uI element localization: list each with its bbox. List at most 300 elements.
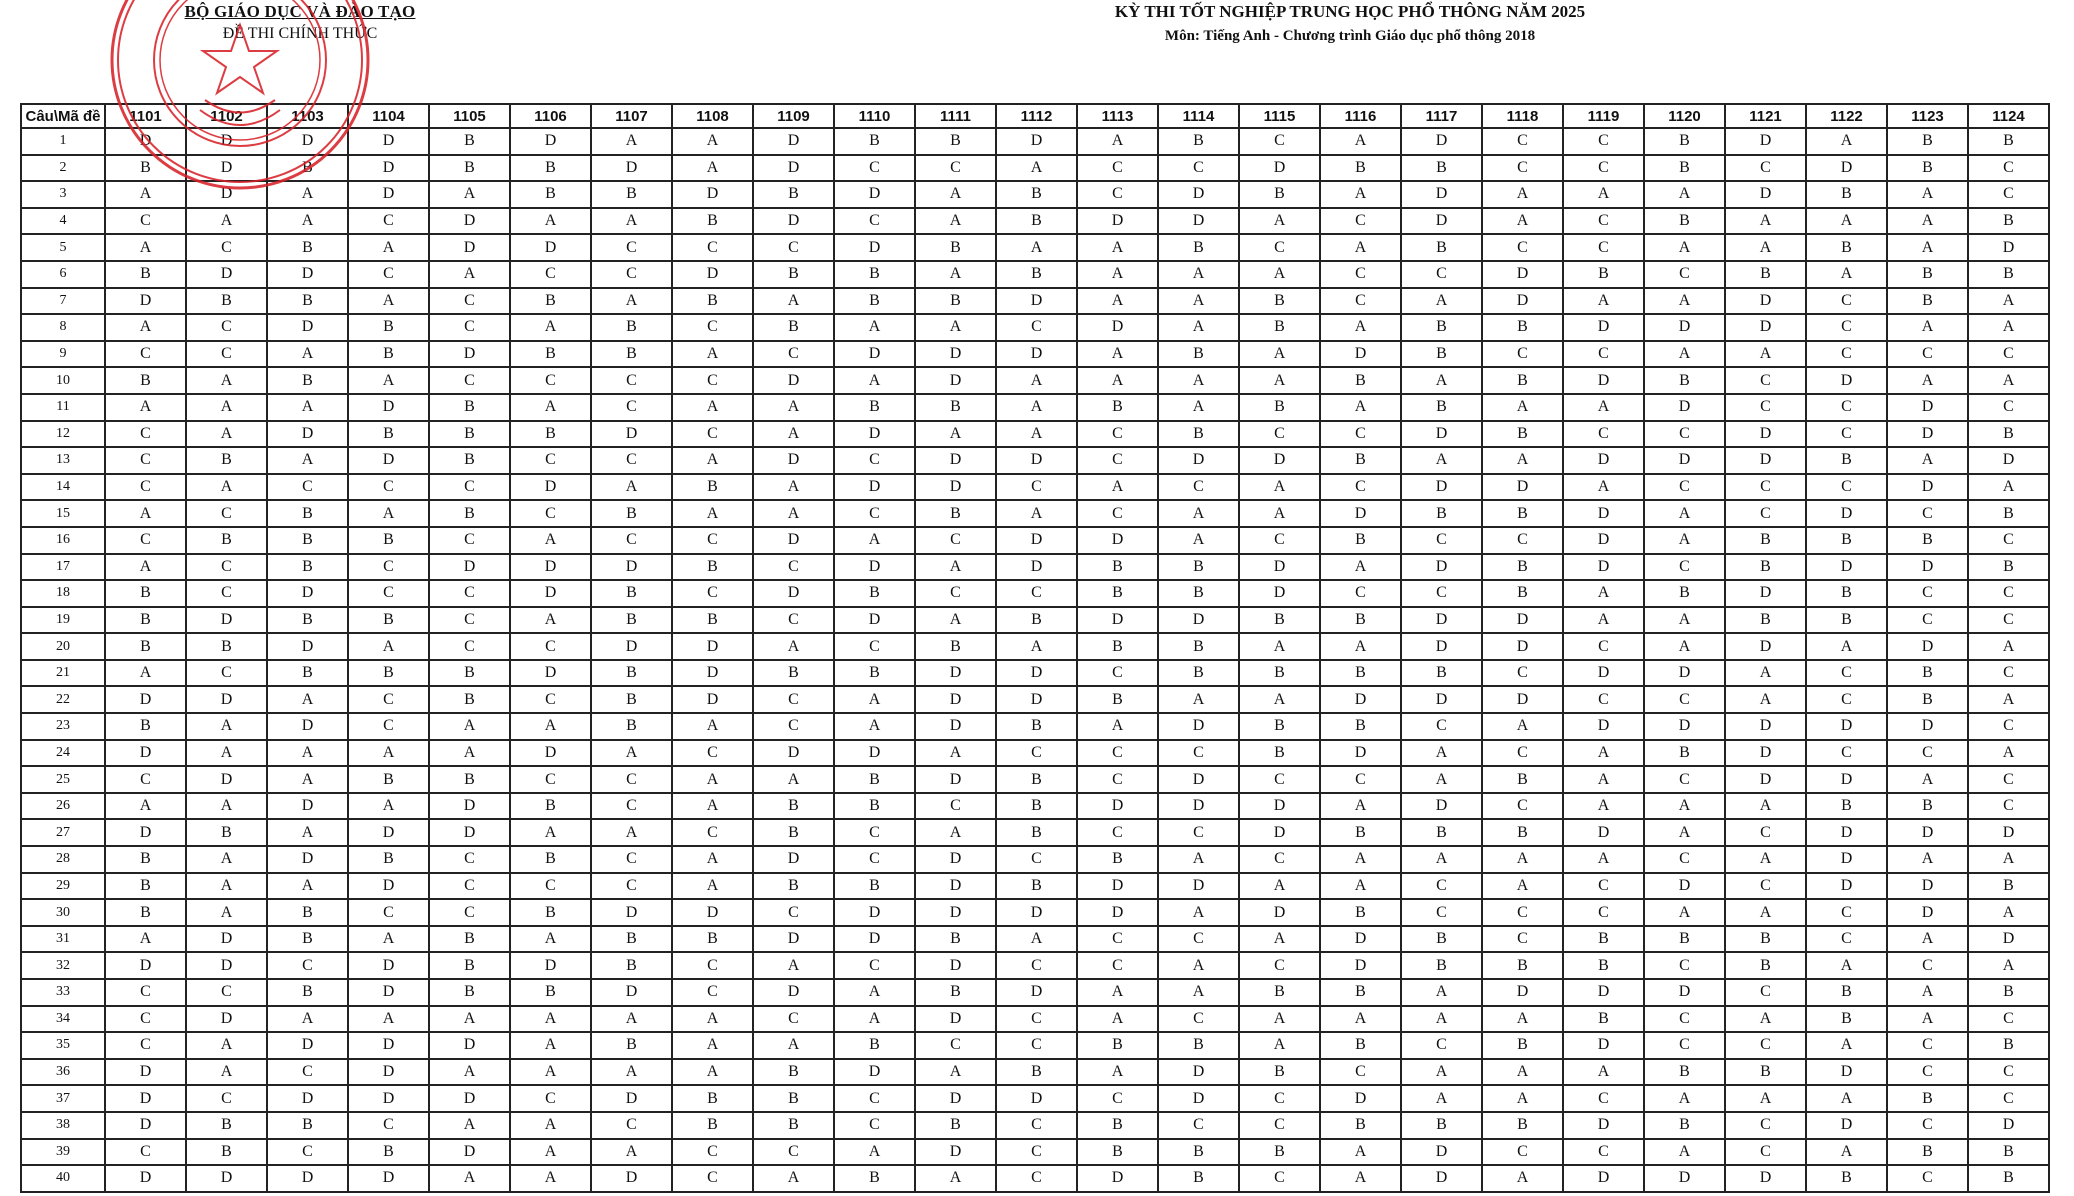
answer-cell: A: [1401, 288, 1482, 315]
answer-cell: A: [429, 713, 510, 740]
answer-cell: A: [1077, 261, 1158, 288]
answer-cell: C: [1077, 952, 1158, 979]
answer-cell: A: [186, 899, 267, 926]
answer-cell: A: [1644, 500, 1725, 527]
table-row: [21, 846, 2049, 873]
answer-cell: A: [672, 793, 753, 820]
answer-cell: C: [1806, 341, 1887, 368]
answer-cell: A: [510, 1112, 591, 1139]
answer-cell: C: [996, 1006, 1077, 1033]
answer-cell: D: [1806, 1112, 1887, 1139]
answer-cell: D: [186, 155, 267, 182]
answer-cell: A: [105, 660, 186, 687]
answer-cell: A: [1644, 1139, 1725, 1166]
answer-cell: D: [1968, 819, 2049, 846]
answer-cell: A: [267, 394, 348, 421]
answer-cell: B: [1887, 793, 1968, 820]
exam-code-header: 1114: [1158, 104, 1239, 128]
answer-cell: D: [1239, 793, 1320, 820]
answer-cell: A: [1158, 686, 1239, 713]
answer-cell: D: [510, 474, 591, 501]
answer-cell: B: [1320, 1112, 1401, 1139]
answer-cell: A: [672, 500, 753, 527]
answer-cell: C: [1563, 873, 1644, 900]
answer-cell: A: [1239, 873, 1320, 900]
answer-cell: D: [1482, 686, 1563, 713]
table-row: [21, 766, 2049, 793]
answer-cell: A: [834, 713, 915, 740]
table-row: [21, 261, 2049, 288]
answer-cell: D: [915, 1085, 996, 1112]
answer-cell: B: [1725, 261, 1806, 288]
answer-cell: A: [1239, 1032, 1320, 1059]
answer-cell: A: [1239, 1006, 1320, 1033]
answer-cell: D: [996, 979, 1077, 1006]
answer-cell: D: [1158, 1085, 1239, 1112]
answer-cell: D: [1563, 367, 1644, 394]
answer-cell: B: [429, 952, 510, 979]
answer-cell: A: [672, 447, 753, 474]
answer-cell: A: [1563, 580, 1644, 607]
answer-cell: B: [1401, 234, 1482, 261]
answer-cell: C: [672, 314, 753, 341]
answer-cell: A: [1887, 979, 1968, 1006]
answer-cell: C: [1887, 1112, 1968, 1139]
answer-cell: D: [1644, 314, 1725, 341]
answer-cell: B: [1806, 447, 1887, 474]
answer-cell: C: [996, 474, 1077, 501]
answer-cell: B: [510, 979, 591, 1006]
answer-cell: D: [915, 367, 996, 394]
answer-cell: C: [1968, 527, 2049, 554]
answer-cell: C: [186, 660, 267, 687]
answer-cell: D: [915, 846, 996, 873]
answer-cell: B: [753, 793, 834, 820]
answer-cell: B: [834, 288, 915, 315]
answer-cell: C: [1077, 766, 1158, 793]
answer-cell: C: [1725, 819, 1806, 846]
answer-cell: A: [348, 288, 429, 315]
answer-cell: D: [510, 660, 591, 687]
answer-cell: C: [753, 1139, 834, 1166]
answer-cell: C: [1158, 474, 1239, 501]
answer-cell: A: [915, 261, 996, 288]
answer-cell: A: [1077, 474, 1158, 501]
answer-cell: A: [1968, 846, 2049, 873]
answer-cell: B: [915, 394, 996, 421]
answer-cell: C: [1968, 1085, 2049, 1112]
answer-cell: B: [429, 394, 510, 421]
answer-cell: D: [1320, 341, 1401, 368]
answer-cell: C: [1725, 474, 1806, 501]
answer-cell: D: [1239, 447, 1320, 474]
answer-cell: A: [1320, 1165, 1401, 1192]
answer-cell: A: [510, 208, 591, 235]
answer-cell: D: [834, 740, 915, 767]
answer-cell: A: [1644, 288, 1725, 315]
answer-cell: A: [1158, 314, 1239, 341]
answer-cell: B: [1887, 128, 1968, 155]
answer-cell: B: [1968, 128, 2049, 155]
answer-cell: C: [510, 500, 591, 527]
answer-cell: D: [1725, 1165, 1806, 1192]
answer-cell: D: [348, 155, 429, 182]
answer-cell: C: [186, 341, 267, 368]
answer-cell: C: [186, 979, 267, 1006]
answer-cell: B: [1968, 208, 2049, 235]
answer-cell: B: [753, 819, 834, 846]
answer-cell: A: [1482, 713, 1563, 740]
answer-cell: C: [1968, 607, 2049, 634]
answer-cell: A: [1320, 1139, 1401, 1166]
answer-cell: D: [1725, 713, 1806, 740]
answer-cell: A: [753, 288, 834, 315]
answer-cell: D: [591, 421, 672, 448]
answer-cell: A: [1968, 633, 2049, 660]
answer-cell: A: [1563, 181, 1644, 208]
answer-cell: A: [348, 234, 429, 261]
answer-cell: A: [1320, 1006, 1401, 1033]
answer-cell: A: [996, 633, 1077, 660]
answer-cell: A: [753, 421, 834, 448]
answer-cell: B: [591, 686, 672, 713]
answer-cell: A: [1482, 181, 1563, 208]
table-row: [21, 793, 2049, 820]
answer-cell: B: [1158, 633, 1239, 660]
answer-cell: D: [996, 341, 1077, 368]
answer-cell: B: [1725, 527, 1806, 554]
answer-cell: A: [1482, 1085, 1563, 1112]
answer-cell: C: [1320, 474, 1401, 501]
answer-cell: D: [348, 128, 429, 155]
answer-cell: C: [1725, 1112, 1806, 1139]
exam-code-header: 1120: [1644, 104, 1725, 128]
answer-cell: A: [1806, 1032, 1887, 1059]
answer-cell: B: [915, 234, 996, 261]
answer-cell: C: [1239, 527, 1320, 554]
answer-cell: B: [1077, 686, 1158, 713]
answer-cell: B: [429, 979, 510, 1006]
question-number: 10: [21, 367, 105, 394]
answer-cell: A: [1887, 367, 1968, 394]
answer-cell: C: [996, 1032, 1077, 1059]
answer-cell: D: [348, 1032, 429, 1059]
exam-code-header: 1123: [1887, 104, 1968, 128]
answer-cell: C: [1077, 926, 1158, 953]
answer-cell: D: [1158, 1059, 1239, 1086]
answer-cell: A: [1077, 367, 1158, 394]
answer-cell: D: [996, 899, 1077, 926]
answer-cell: B: [591, 660, 672, 687]
answer-cell: D: [1401, 686, 1482, 713]
answer-cell: B: [1320, 660, 1401, 687]
answer-cell: B: [996, 208, 1077, 235]
answer-cell: C: [915, 1032, 996, 1059]
exam-code-header: 1110: [834, 104, 915, 128]
answer-cell: A: [753, 952, 834, 979]
answer-cell: C: [348, 1112, 429, 1139]
answer-cell: D: [105, 1059, 186, 1086]
answer-cell: C: [672, 979, 753, 1006]
answer-cell: D: [1158, 766, 1239, 793]
exam-code-header: 1118: [1482, 104, 1563, 128]
answer-cell: A: [834, 527, 915, 554]
answer-cell: D: [1725, 766, 1806, 793]
answer-cell: C: [1482, 660, 1563, 687]
answer-cell: D: [915, 766, 996, 793]
answer-cell: B: [348, 527, 429, 554]
exam-code-header: 1115: [1239, 104, 1320, 128]
table-row: [21, 633, 2049, 660]
answer-cell: C: [267, 952, 348, 979]
answer-cell: C: [1077, 155, 1158, 182]
answer-cell: B: [1239, 607, 1320, 634]
question-number: 4: [21, 208, 105, 235]
answer-cell: A: [1887, 208, 1968, 235]
answer-cell: D: [1401, 1165, 1482, 1192]
exam-code-header: 1119: [1563, 104, 1644, 128]
answer-cell: A: [1644, 607, 1725, 634]
answer-cell: B: [1563, 1006, 1644, 1033]
answer-cell: B: [1401, 341, 1482, 368]
answer-cell: C: [996, 952, 1077, 979]
answer-cell: B: [267, 979, 348, 1006]
answer-cell: A: [1968, 314, 2049, 341]
answer-cell: B: [672, 607, 753, 634]
answer-cell: A: [1077, 341, 1158, 368]
answer-cell: D: [1563, 979, 1644, 1006]
answer-cell: B: [1725, 554, 1806, 581]
answer-cell: D: [672, 633, 753, 660]
answer-cell: A: [915, 314, 996, 341]
answer-cell: B: [105, 261, 186, 288]
answer-cell: B: [510, 899, 591, 926]
answer-cell: C: [1887, 341, 1968, 368]
answer-cell: D: [186, 261, 267, 288]
answer-cell: B: [1482, 500, 1563, 527]
exam-code-header: 1124: [1968, 104, 2049, 128]
answer-cell: B: [267, 288, 348, 315]
answer-cell: C: [1482, 793, 1563, 820]
answer-cell: A: [267, 181, 348, 208]
answer-cell: B: [672, 208, 753, 235]
answer-cell: B: [834, 873, 915, 900]
table-row: [21, 1139, 2049, 1166]
answer-cell: B: [1077, 394, 1158, 421]
answer-cell: A: [105, 394, 186, 421]
answer-cell: D: [429, 341, 510, 368]
answer-cell: A: [429, 1165, 510, 1192]
answer-cell: B: [267, 607, 348, 634]
answer-cell: A: [1401, 979, 1482, 1006]
answer-cell: A: [267, 740, 348, 767]
answer-cell: C: [834, 208, 915, 235]
answer-cell: A: [105, 500, 186, 527]
answer-cell: B: [1968, 261, 2049, 288]
answer-cell: B: [1239, 713, 1320, 740]
answer-cell: A: [591, 1059, 672, 1086]
answer-cell: B: [267, 1112, 348, 1139]
exam-code-header: 1108: [672, 104, 753, 128]
answer-cell: A: [1401, 766, 1482, 793]
answer-cell: D: [429, 554, 510, 581]
answer-cell: D: [1806, 500, 1887, 527]
answer-cell: A: [1806, 261, 1887, 288]
answer-cell: A: [510, 1139, 591, 1166]
answer-cell: B: [1320, 899, 1401, 926]
answer-cell: A: [1806, 208, 1887, 235]
answer-cell: D: [1725, 633, 1806, 660]
answer-cell: B: [1320, 447, 1401, 474]
answer-cell: C: [1806, 288, 1887, 315]
answer-cell: C: [1644, 952, 1725, 979]
exam-header: [1080, 2, 1620, 45]
answer-cell: A: [429, 740, 510, 767]
answer-cell: B: [1644, 1059, 1725, 1086]
answer-cell: A: [186, 394, 267, 421]
answer-cell: A: [1239, 208, 1320, 235]
answer-cell: D: [591, 1085, 672, 1112]
question-number: 38: [21, 1112, 105, 1139]
answer-cell: C: [267, 1059, 348, 1086]
answer-cell: B: [1806, 527, 1887, 554]
answer-cell: B: [753, 873, 834, 900]
answer-cell: D: [1077, 899, 1158, 926]
answer-cell: D: [429, 234, 510, 261]
answer-cell: C: [1563, 155, 1644, 182]
answer-cell: C: [1239, 128, 1320, 155]
answer-cell: D: [105, 128, 186, 155]
answer-cell: A: [996, 926, 1077, 953]
answer-cell: D: [753, 580, 834, 607]
answer-cell: B: [1887, 686, 1968, 713]
answer-cell: B: [267, 554, 348, 581]
answer-cell: D: [1077, 314, 1158, 341]
answer-cell: B: [834, 128, 915, 155]
exam-code-header: 1105: [429, 104, 510, 128]
answer-cell: A: [510, 1032, 591, 1059]
table-row: [21, 367, 2049, 394]
answer-cell: D: [834, 421, 915, 448]
answer-cell: C: [1968, 394, 2049, 421]
answer-cell: A: [1887, 447, 1968, 474]
table-row: [21, 979, 2049, 1006]
answer-cell: A: [1239, 686, 1320, 713]
exam-code-header: 1107: [591, 104, 672, 128]
answer-cell: A: [1482, 1006, 1563, 1033]
answer-cell: A: [348, 740, 429, 767]
answer-cell: A: [915, 740, 996, 767]
answer-cell: B: [510, 288, 591, 315]
answer-cell: A: [1644, 181, 1725, 208]
answer-cell: B: [591, 580, 672, 607]
answer-cell: C: [1401, 580, 1482, 607]
answer-cell: D: [186, 1165, 267, 1192]
question-number: 3: [21, 181, 105, 208]
answer-cell: B: [591, 713, 672, 740]
answer-cell: B: [1077, 1032, 1158, 1059]
answer-cell: A: [510, 607, 591, 634]
answer-cell: B: [1077, 554, 1158, 581]
answer-cell: A: [915, 208, 996, 235]
answer-cell: C: [834, 500, 915, 527]
answer-cell: B: [1158, 660, 1239, 687]
answer-cell: C: [1158, 740, 1239, 767]
answer-cell: C: [1968, 766, 2049, 793]
answer-cell: B: [1401, 500, 1482, 527]
table-row: [21, 314, 2049, 341]
question-number: 27: [21, 819, 105, 846]
answer-cell: D: [996, 288, 1077, 315]
answer-cell: A: [1320, 394, 1401, 421]
answer-cell: A: [186, 713, 267, 740]
answer-cell: B: [429, 766, 510, 793]
answer-cell: C: [510, 766, 591, 793]
answer-cell: A: [1968, 474, 2049, 501]
answer-cell: C: [1563, 128, 1644, 155]
table-row: [21, 899, 2049, 926]
answer-cell: A: [348, 367, 429, 394]
answer-cell: B: [1806, 1006, 1887, 1033]
answer-cell: D: [1239, 899, 1320, 926]
answer-cell: D: [1563, 500, 1644, 527]
answer-cell: A: [753, 1032, 834, 1059]
answer-cell: A: [1644, 633, 1725, 660]
answer-cell: A: [1482, 447, 1563, 474]
answer-cell: D: [429, 208, 510, 235]
answer-cell: D: [429, 793, 510, 820]
answer-cell: B: [186, 288, 267, 315]
answer-cell: C: [105, 766, 186, 793]
answer-cell: B: [1158, 234, 1239, 261]
answer-cell: C: [1401, 261, 1482, 288]
answer-cell: A: [186, 1059, 267, 1086]
answer-cell: C: [1806, 314, 1887, 341]
answer-cell: C: [1968, 580, 2049, 607]
answer-cell: A: [1968, 367, 2049, 394]
answer-cell: C: [348, 713, 429, 740]
answer-cell: B: [753, 314, 834, 341]
answer-cell: A: [1725, 686, 1806, 713]
answer-cell: B: [1482, 819, 1563, 846]
exam-code-header: 1102: [186, 104, 267, 128]
answer-cell: B: [1644, 580, 1725, 607]
answer-cell: C: [1401, 713, 1482, 740]
answer-cell: D: [1887, 474, 1968, 501]
answer-cell: A: [1239, 926, 1320, 953]
answer-cell: D: [1401, 554, 1482, 581]
answer-cell: B: [753, 1085, 834, 1112]
answer-cell: D: [834, 554, 915, 581]
answer-cell: B: [996, 607, 1077, 634]
answer-cell: C: [348, 686, 429, 713]
answer-cell: D: [1401, 421, 1482, 448]
answer-cell: B: [591, 952, 672, 979]
answer-cell: C: [1158, 155, 1239, 182]
question-number: 18: [21, 580, 105, 607]
answer-cell: C: [1725, 500, 1806, 527]
answer-cell: C: [996, 1139, 1077, 1166]
answer-cell: C: [105, 1139, 186, 1166]
answer-cell: B: [186, 1139, 267, 1166]
answer-cell: B: [1482, 554, 1563, 581]
answer-cell: C: [105, 208, 186, 235]
answer-cell: B: [915, 633, 996, 660]
answer-cell: D: [1563, 1165, 1644, 1192]
answer-cell: A: [510, 926, 591, 953]
exam-code-header: 1104: [348, 104, 429, 128]
answer-cell: B: [996, 713, 1077, 740]
